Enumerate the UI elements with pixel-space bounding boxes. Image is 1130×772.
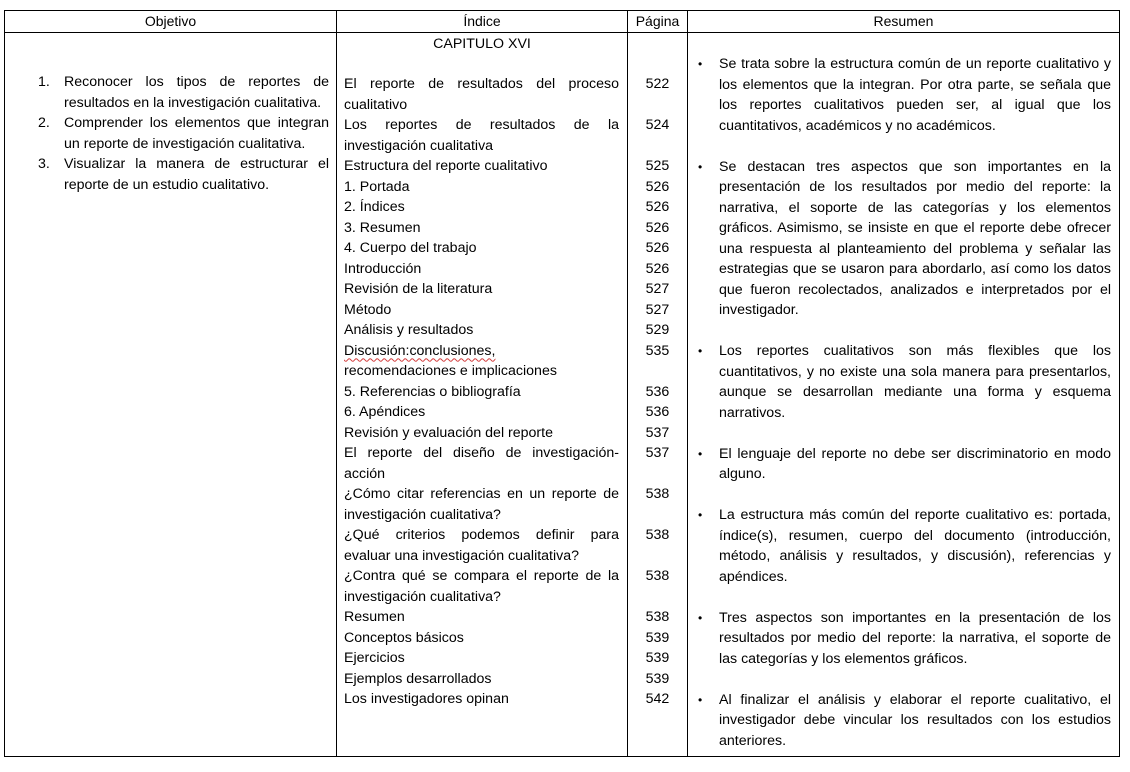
page-number: 539 [645, 650, 670, 666]
resumen-text: Se trata sobre la estructura común de un reporte cualitativo y los elementos que la integran. Por otra parte, se señala que los reportes cualitativos pueden ser, al igual que los cuantitativos, académicos y no académicos. [719, 56, 1111, 134]
indice-item: Los investigadores opinan [344, 691, 509, 707]
page-number: 524 [645, 117, 670, 133]
indice-item: El reporte del diseño de investigación-acción [344, 445, 619, 482]
page-number: 526 [645, 240, 670, 256]
objetivo-number: 1. [38, 74, 50, 90]
indice-item: Análisis y resultados [344, 322, 474, 338]
page-number: 527 [645, 281, 670, 297]
pagina-column [628, 11, 688, 756]
page-number: 538 [645, 609, 670, 625]
indice-item: 5. Referencias o bibliografía [344, 383, 521, 400]
pagina-header: Página [628, 11, 687, 33]
indice-item: 6. Apéndices [344, 404, 426, 420]
indice-item: Revisión de la literatura [344, 281, 493, 297]
page-number: 539 [645, 629, 670, 646]
indice-header: Índice [337, 11, 627, 33]
indice-item: Revisión y evaluación del reporte [344, 424, 553, 441]
resumen-list [688, 54, 1119, 772]
indice-item: ¿Contra qué se compara el reporte de la investigación cualitativa? [344, 568, 619, 605]
resumen-item [688, 608, 1119, 670]
objetivo-item [5, 113, 336, 154]
resumen-item [688, 505, 1119, 587]
indice-item: 2. Índices [344, 199, 405, 215]
page-number: 526 [645, 260, 670, 277]
indice-item: Ejercicios [344, 650, 405, 666]
bullet-icon: • [698, 692, 703, 707]
page-number: 538 [645, 527, 670, 543]
objetivo-number: 3. [38, 156, 50, 172]
page-number: 536 [645, 404, 670, 420]
objetivos-list [5, 72, 336, 195]
resumen-text: El lenguaje del reporte no debe ser discriminatorio en modo alguno. [719, 445, 1111, 482]
indice-item: ¿Qué criterios podemos definir para evaluar una investigación cualitativa? [344, 527, 619, 564]
page-number: 535 [645, 342, 670, 359]
resumen-header: Resumen [688, 11, 1119, 33]
resumen-column [688, 11, 1119, 756]
indice-item: El reporte de resultados del proceso cualitativo [344, 76, 619, 113]
bullet-icon: • [698, 159, 703, 174]
page-number: 527 [645, 301, 670, 318]
objetivo-column [5, 11, 337, 756]
chapter-title: CAPITULO XVI [433, 36, 531, 52]
objetivo-item [5, 154, 336, 195]
objetivo-item [5, 72, 336, 113]
page-number: 539 [645, 670, 670, 687]
indice-item: 4. Cuerpo del trabajo [344, 240, 477, 256]
resumen-text: La estructura más común del reporte cualitativo es: portada, índice(s), resumen, cuerpo del documento (introducción, método, análisis y resultados, y discusión), referencias y apéndices. [719, 507, 1111, 585]
objetivo-text: Visualizar la manera de estructurar el reporte de un estudio cualitativo. [64, 156, 329, 193]
resumen-text: Tres aspectos son importantes en la presentación de los resultados por medio del reporte: la narrativa, el soporte de las categorías y los elementos gráficos. [719, 609, 1111, 667]
page-number: 522 [645, 76, 670, 92]
indice-item: Estructura del reporte cualitativo [344, 158, 548, 174]
indice-column [337, 11, 628, 756]
resumen-item [688, 341, 1119, 423]
bullet-icon: • [698, 344, 703, 358]
indice-item: Método [344, 301, 392, 318]
page-number: 537 [645, 445, 670, 461]
page-number: 537 [645, 424, 670, 441]
resumen-text: Al finalizar el análisis y elaborar el reporte cualitativo, el investigador debe vincular los resultados con los estudios anteriores. [719, 691, 1111, 749]
resumen-item [688, 690, 1119, 752]
objetivo-header: Objetivo [5, 11, 336, 33]
indice-list [337, 74, 627, 710]
indice-item: ¿Cómo citar referencias en un reporte de investigación cualitativa? [344, 486, 619, 523]
page-number: 529 [645, 322, 670, 338]
resumen-text: Se destacan tres aspectos que son importantes en la presentación de los resultados por medio del reporte: la narrativa, el soporte de las categorías y los elementos gráficos. Asimismo, se insiste en que el reporte debe ofrecer una respuesta al planteamiento del problema y señalar las estrategias que se usaron para abordarlo, así como los datos que fueron recolectados, analizados e interpretados por el investigador. [719, 158, 1111, 318]
page-number: 538 [645, 568, 670, 584]
bullet-icon: • [698, 57, 703, 71]
page-number: 526 [645, 219, 670, 236]
bullet-icon: • [698, 508, 703, 522]
spellcheck-flagged-text: Discusión:conclusiones, [344, 342, 496, 359]
indice-item: Ejemplos desarrollados [344, 670, 492, 687]
pagina-list [628, 74, 687, 710]
resumen-text: Los reportes cualitativos son más flexibles que los cuantitativos, y no existe una sola manera para presentarlos, aunque se desarrollan mediante una forma y esquema narrativos. [719, 343, 1111, 421]
page-number: 542 [645, 691, 670, 707]
indice-item: Introducción [344, 260, 422, 277]
indice-item: Resumen [344, 609, 405, 625]
page-number: 536 [645, 383, 670, 400]
indice-item-continuation: recomendaciones e implicaciones [344, 363, 557, 379]
bullet-icon: • [698, 446, 703, 461]
indice-item: 1. Portada [344, 178, 410, 195]
objetivo-text: Comprender los elementos que integran un reporte de investigación cualitativa. [64, 115, 329, 152]
page-number: 538 [645, 486, 670, 502]
indice-item: 3. Resumen [344, 219, 421, 236]
indice-item: Los reportes de resultados de la investigación cualitativa [344, 117, 619, 154]
bullet-icon: • [698, 610, 703, 625]
objetivo-text: Reconocer los tipos de reportes de resultados en la investigación cualitativa. [64, 74, 329, 111]
page-number: 526 [645, 199, 670, 215]
indice-item: Conceptos básicos [344, 629, 464, 646]
resumen-item [688, 444, 1119, 485]
resumen-item [688, 157, 1119, 321]
objetivo-number: 2. [38, 115, 50, 131]
resumen-item [688, 54, 1119, 136]
page-number: 525 [645, 158, 670, 174]
indice-item [337, 341, 627, 382]
chapter-summary-table [4, 10, 1120, 757]
page-number: 526 [645, 178, 670, 195]
